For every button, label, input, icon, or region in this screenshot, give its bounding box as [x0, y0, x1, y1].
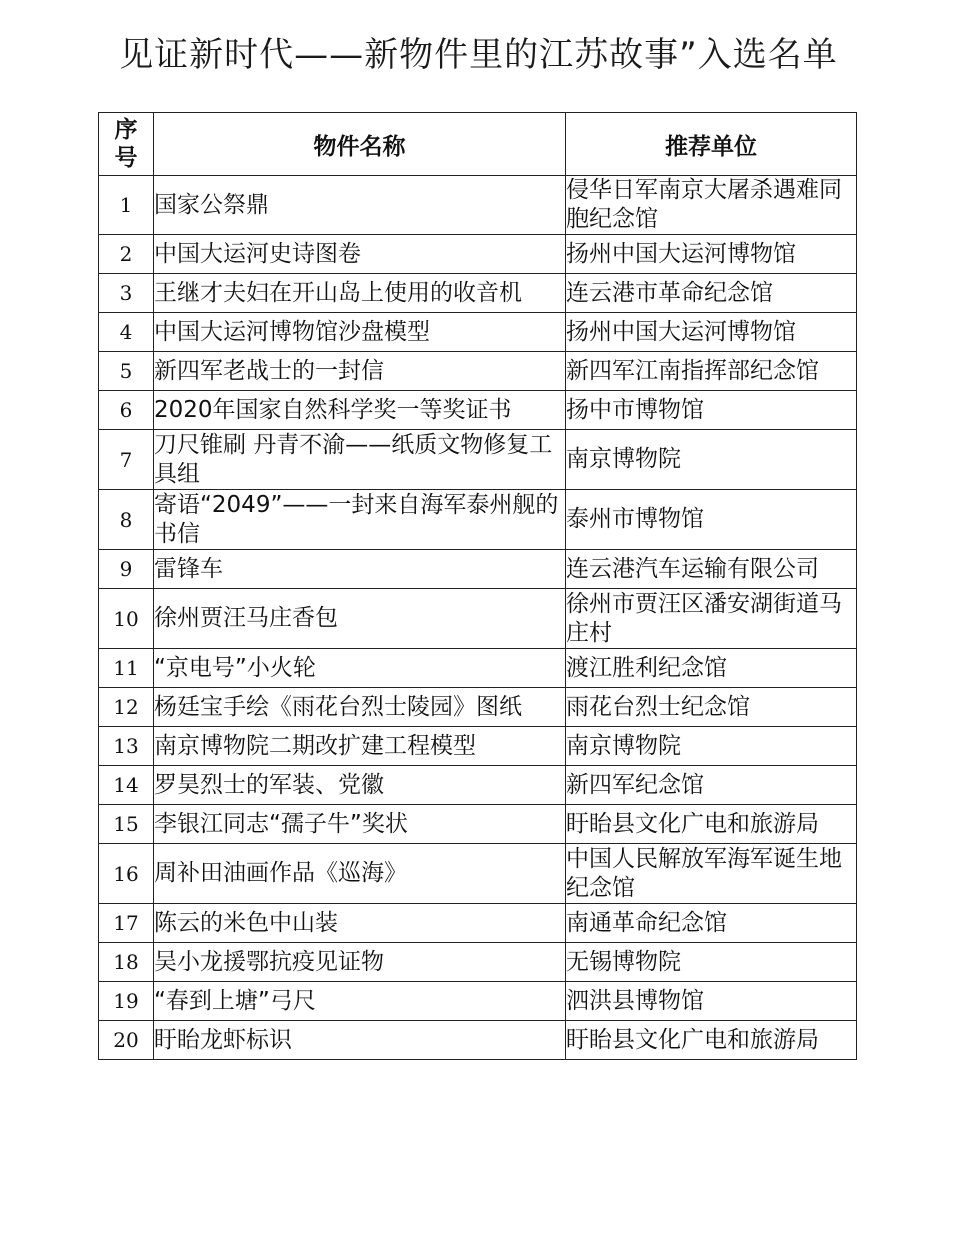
row-number: 4	[99, 313, 154, 352]
row-number: 16	[99, 844, 154, 904]
item-name: 南京博物院二期改扩建工程模型	[154, 727, 566, 766]
row-number: 20	[99, 1021, 154, 1060]
header-seq	[99, 113, 154, 176]
item-name: 刀尺锥刷 丹青不渝——纸质文物修复工具组	[154, 430, 566, 490]
recommending-unit: 中国人民解放军海军诞生地纪念馆	[566, 844, 857, 904]
row-number: 2	[99, 235, 154, 274]
item-name: 中国大运河史诗图卷	[154, 235, 566, 274]
table-row	[99, 649, 857, 688]
row-number: 7	[99, 430, 154, 490]
item-name: “京电号”小火轮	[154, 649, 566, 688]
row-number: 10	[99, 589, 154, 649]
row-number: 3	[99, 274, 154, 313]
row-number: 18	[99, 943, 154, 982]
item-name: 2020年国家自然科学奖一等奖证书	[154, 391, 566, 430]
row-number: 9	[99, 550, 154, 589]
table-row	[99, 313, 857, 352]
item-name: 雷锋车	[154, 550, 566, 589]
row-number: 19	[99, 982, 154, 1021]
recommending-unit: 南通革命纪念馆	[566, 904, 857, 943]
row-number: 8	[99, 490, 154, 550]
recommending-unit: 盱眙县文化广电和旅游局	[566, 805, 857, 844]
recommending-unit: 侵华日军南京大屠杀遇难同胞纪念馆	[566, 176, 857, 235]
header-unit: 推荐单位	[566, 113, 857, 176]
item-name: 新四军老战士的一封信	[154, 352, 566, 391]
item-name: 徐州贾汪马庄香包	[154, 589, 566, 649]
recommending-unit: 徐州市贾汪区潘安湖街道马庄村	[566, 589, 857, 649]
table-row	[99, 844, 857, 904]
recommending-unit: 泗洪县博物馆	[566, 982, 857, 1021]
recommending-unit: 扬州中国大运河博物馆	[566, 313, 857, 352]
table-row	[99, 727, 857, 766]
item-name: 吴小龙援鄂抗疫见证物	[154, 943, 566, 982]
row-number: 17	[99, 904, 154, 943]
table-row	[99, 805, 857, 844]
table-row	[99, 943, 857, 982]
recommending-unit: 扬中市博物馆	[566, 391, 857, 430]
item-name: 寄语“2049”——一封来自海军泰州舰的书信	[154, 490, 566, 550]
item-name: 中国大运河博物馆沙盘模型	[154, 313, 566, 352]
table-row	[99, 352, 857, 391]
table-row	[99, 235, 857, 274]
table-row	[99, 982, 857, 1021]
table-row	[99, 274, 857, 313]
row-number: 13	[99, 727, 154, 766]
table-row	[99, 430, 857, 490]
recommending-unit: 泰州市博物馆	[566, 490, 857, 550]
recommending-unit: 新四军江南指挥部纪念馆	[566, 352, 857, 391]
table-header-row	[99, 113, 857, 176]
table-row	[99, 688, 857, 727]
table-row	[99, 766, 857, 805]
recommending-unit: 扬州中国大运河博物馆	[566, 235, 857, 274]
document-title: 见证新时代——新物件里的江苏故事”入选名单	[119, 35, 838, 75]
table-row	[99, 490, 857, 550]
item-name: 盱眙龙虾标识	[154, 1021, 566, 1060]
recommending-unit: 南京博物院	[566, 430, 857, 490]
row-number: 1	[99, 176, 154, 235]
item-name: “春到上塘”弓尺	[154, 982, 566, 1021]
header-seq-line2: 号	[114, 145, 138, 171]
header-seq-line1: 序	[114, 117, 138, 143]
item-name: 陈云的米色中山装	[154, 904, 566, 943]
row-number: 6	[99, 391, 154, 430]
item-name: 周补田油画作品《巡海》	[154, 844, 566, 904]
recommending-unit: 南京博物院	[566, 727, 857, 766]
item-name: 罗昊烈士的军装、党徽	[154, 766, 566, 805]
recommending-unit: 雨花台烈士纪念馆	[566, 688, 857, 727]
table-row	[99, 1021, 857, 1060]
recommending-unit: 连云港汽车运输有限公司	[566, 550, 857, 589]
selection-table	[98, 112, 857, 1060]
table-row	[99, 589, 857, 649]
row-number: 11	[99, 649, 154, 688]
row-number: 5	[99, 352, 154, 391]
recommending-unit: 盱眙县文化广电和旅游局	[566, 1021, 857, 1060]
table-row	[99, 904, 857, 943]
recommending-unit: 连云港市革命纪念馆	[566, 274, 857, 313]
item-name: 杨廷宝手绘《雨花台烈士陵园》图纸	[154, 688, 566, 727]
row-number: 12	[99, 688, 154, 727]
header-name: 物件名称	[154, 113, 566, 176]
table-row	[99, 550, 857, 589]
recommending-unit: 新四军纪念馆	[566, 766, 857, 805]
recommending-unit: 无锡博物院	[566, 943, 857, 982]
recommending-unit: 渡江胜利纪念馆	[566, 649, 857, 688]
row-number: 15	[99, 805, 154, 844]
item-name: 王继才夫妇在开山岛上使用的收音机	[154, 274, 566, 313]
item-name: 李银江同志“孺子牛”奖状	[154, 805, 566, 844]
item-name: 国家公祭鼎	[154, 176, 566, 235]
row-number: 14	[99, 766, 154, 805]
table-row	[99, 176, 857, 235]
table-row	[99, 391, 857, 430]
